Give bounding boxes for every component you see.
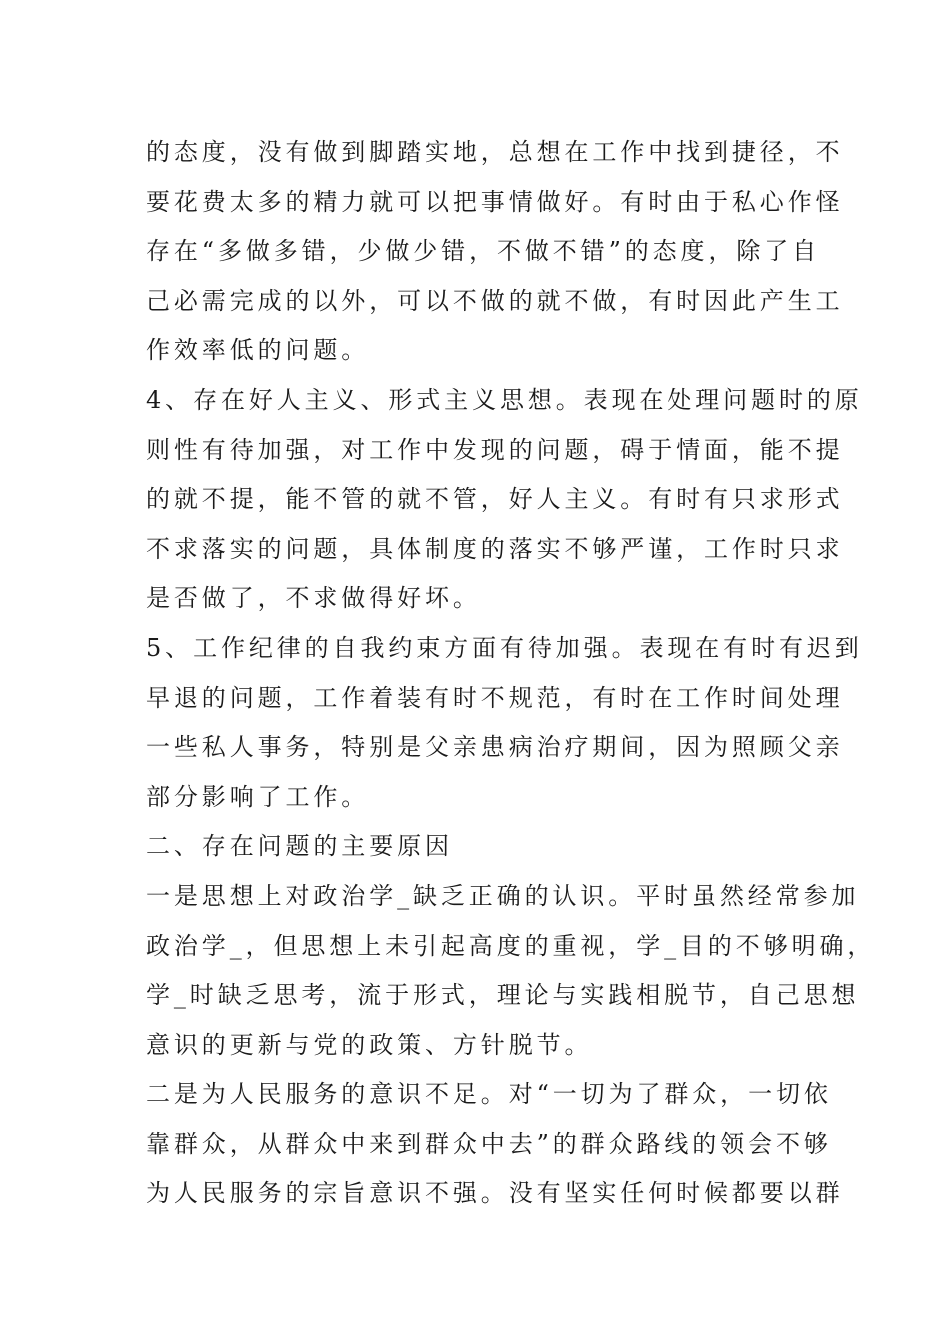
text-line: 存在“多做多错，少做少错，不做不错”的态度，除了自	[146, 237, 821, 266]
text-line: 是否做了，不求做得好坏。	[146, 584, 481, 613]
text-line: 要花费太多的精力就可以把事情做好。有时由于私心作怪	[146, 187, 844, 216]
text-line: 的就不提，能不管的就不管，好人主义。有时有只求形式	[146, 485, 844, 514]
text-line: 一是思想上对政治学_缺乏正确的认识。平时虽然经常参加	[146, 881, 860, 910]
text-line: 学_时缺乏思考，流于形式，理论与实践相脱节，自己思想	[146, 981, 860, 1010]
document-body	[146, 128, 876, 1219]
text-line: 为人民服务的宗旨意识不强。没有坚实任何时候都要以群	[146, 1179, 844, 1208]
text-line: 部分影响了工作。	[146, 782, 370, 811]
text-line: 一些私人事务，特别是父亲患病治疗期间，因为照顾父亲	[146, 733, 844, 762]
text-line: 己必需完成的以外，可以不做的就不做，有时因此产生工	[146, 286, 844, 315]
text-line: 不求落实的问题，具体制度的落实不够严谨，工作时只求	[146, 534, 844, 563]
text-line: 靠群众，从群众中来到群众中去”的群众路线的领会不够	[146, 1129, 832, 1158]
text-line: 5、工作纪律的自我约束方面有待加强。表现在有时有迟到	[146, 633, 863, 662]
text-line: 二是为人民服务的意识不足。对“一切为了群众，一切依	[146, 1080, 832, 1109]
text-line: 早退的问题，工作着装有时不规范，有时在工作时间处理	[146, 683, 844, 712]
section-heading: 二、存在问题的主要原因	[146, 832, 453, 861]
text-line: 作效率低的问题。	[146, 336, 370, 365]
text-line: 则性有待加强，对工作中发现的问题，碍于情面，能不提	[146, 435, 844, 464]
text-line: 4、存在好人主义、形式主义思想。表现在处理问题时的原	[146, 385, 863, 414]
text-line: 政治学_，但思想上未引起高度的重视，学_目的不够明确，	[146, 931, 876, 960]
text-line: 的态度，没有做到脚踏实地，总想在工作中找到捷径，不	[146, 138, 844, 166]
text-line: 意识的更新与党的政策、方针脱节。	[146, 1030, 593, 1059]
